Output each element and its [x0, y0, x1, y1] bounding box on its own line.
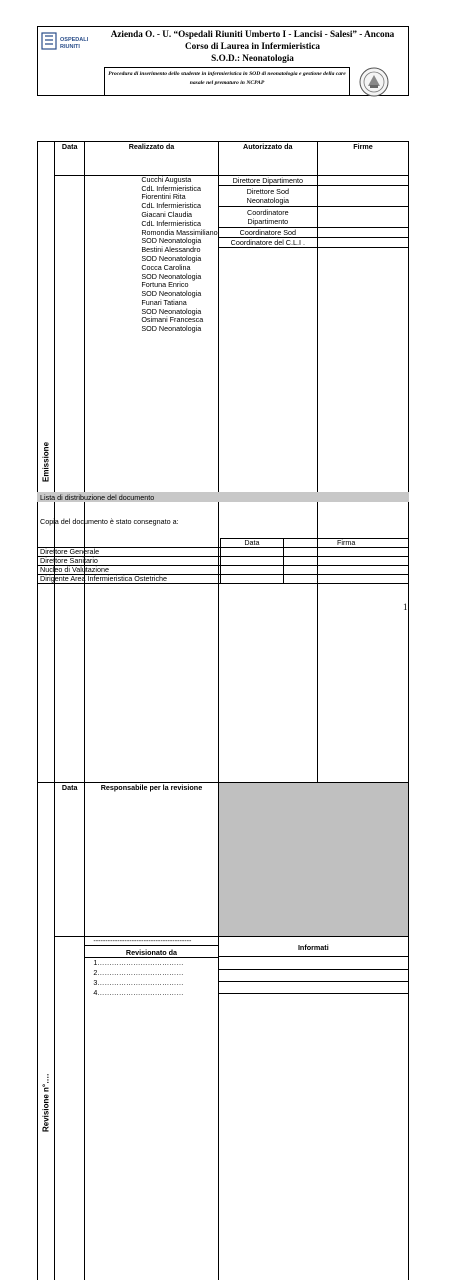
distribution-data-cell[interactable] [220, 575, 284, 584]
emissione-side [38, 142, 55, 783]
realizzato-line: Fortuna Enrico [141, 281, 217, 290]
realizzato-line: Cocca Carolina [141, 264, 217, 273]
header-title-line3: S.O.D.: Neonatologia [100, 53, 405, 64]
revisionato-line [85, 957, 217, 968]
autorizzato-cell [218, 175, 317, 782]
revisione-side [38, 783, 55, 1280]
revisionato-label [85, 945, 217, 957]
distribution-copy-text: Copia del documento è stato consegnato a: [40, 517, 179, 526]
realizzato-line: CdL Infermieristica [141, 185, 217, 194]
autorizzato-row: Coordinatore Dipartimento [219, 207, 317, 228]
university-seal [358, 66, 392, 98]
distribution-col-firma: Firma [284, 539, 409, 548]
hospital-logo-icon [40, 30, 102, 52]
autorizzato-row: Direttore Dipartimento [219, 176, 317, 186]
page-number: 1 [403, 602, 408, 612]
realizzato-line: Funari Tatiana [141, 299, 217, 308]
realizzato-line: SOD Neonatologia [141, 237, 217, 246]
realizzato-line: Cucchi Augusta [141, 176, 217, 185]
autorizzato-row: Coordinatore Sod [219, 228, 317, 238]
distribution-col-data: Data [220, 539, 284, 548]
table-row [38, 575, 409, 584]
distribution-title: Lista di distribuzione del documento [40, 493, 154, 502]
realizzato-line: CdL Infermieristica [141, 220, 217, 229]
hospital-logo-text: OSPEDALI [60, 37, 89, 43]
distribution-data-cell[interactable] [220, 548, 284, 557]
procedure-title: Procedura di inserimento dello studente in infermieristica in SOD di neonatologia e gestione della care nasale nel prematuro in NCPAP [108, 70, 346, 88]
realizzato-line: SOD Neonatologia [141, 308, 217, 317]
informati-cell [218, 936, 408, 1280]
distribution-data-cell[interactable] [220, 566, 284, 575]
emissione-data-cell[interactable] [55, 175, 85, 782]
header-title-line1: Azienda O. - U. “Ospedali Riuniti Umberto I - Lancisi - Salesi” - Ancona [100, 29, 405, 40]
svg-text:RIUNITI: RIUNITI [60, 44, 80, 50]
form-table [37, 141, 409, 1280]
revisione-col-responsabile [85, 783, 218, 937]
realizzato-line: SOD Neonatologia [141, 290, 217, 299]
realizzato-line: CdL Infermieristica [141, 202, 217, 211]
realizzato-line: Giacani Claudia [141, 211, 217, 220]
informati-label [219, 937, 408, 957]
distribution-firma-cell[interactable] [284, 548, 409, 557]
autorizzato-row: Coordinatore del C.L.I . [219, 238, 317, 248]
distribution-recipient: Dirigente Area Infermieristica Ostetriche [38, 575, 221, 584]
revisione-col-data [55, 783, 85, 937]
emissione-label: Emissione [38, 142, 54, 782]
header-title-line2: Corso di Laurea in Infermieristica [100, 41, 405, 52]
seal-icon [358, 66, 392, 98]
emissione-col-autorizzato: Autorizzato da [218, 142, 317, 176]
distribution-firma-cell[interactable] [284, 557, 409, 566]
realizzato-line: Fiorentini Rita [141, 193, 217, 202]
emissione-col-realizzato: Realizzato da [85, 142, 218, 176]
distribution-data-cell[interactable] [220, 557, 284, 566]
realizzato-line: SOD Neonatologia [141, 255, 217, 264]
distribution-recipient: Nucleo di Valutazione [38, 566, 221, 575]
revisione-label [38, 783, 54, 1280]
realizzato-line: Bestini Alessandro [141, 246, 217, 255]
revisionato-cell [85, 936, 218, 1280]
emissione-col-data: Data [55, 142, 85, 176]
realizzato-cell [85, 175, 218, 782]
distribution-table [37, 538, 409, 584]
autorizzato-row: Direttore Sod Neonatologia [219, 186, 317, 207]
realizzato-line: SOD Neonatologia [141, 325, 217, 334]
realizzato-line: Romondia Massimiliano [141, 229, 217, 238]
realizzato-line: Osimani Francesca [141, 316, 217, 325]
hospital-logo [40, 30, 102, 52]
distribution-recipient: Direttore Generale [38, 548, 221, 557]
distribution-recipient: Direttore Sanitario [38, 557, 221, 566]
responsabile-line [93, 937, 213, 945]
firme-cell[interactable] [318, 175, 409, 782]
revisionato-line [93, 978, 213, 988]
revisione-grey-header [218, 783, 408, 937]
revisionato-line [93, 988, 213, 998]
revisione-data-cell[interactable] [55, 936, 85, 1280]
realizzato-line: SOD Neonatologia [141, 273, 217, 282]
distribution-firma-cell[interactable] [284, 566, 409, 575]
emissione-col-firme: Firme [318, 142, 409, 176]
revisionato-line [93, 968, 213, 978]
distribution-firma-cell[interactable] [284, 575, 409, 584]
